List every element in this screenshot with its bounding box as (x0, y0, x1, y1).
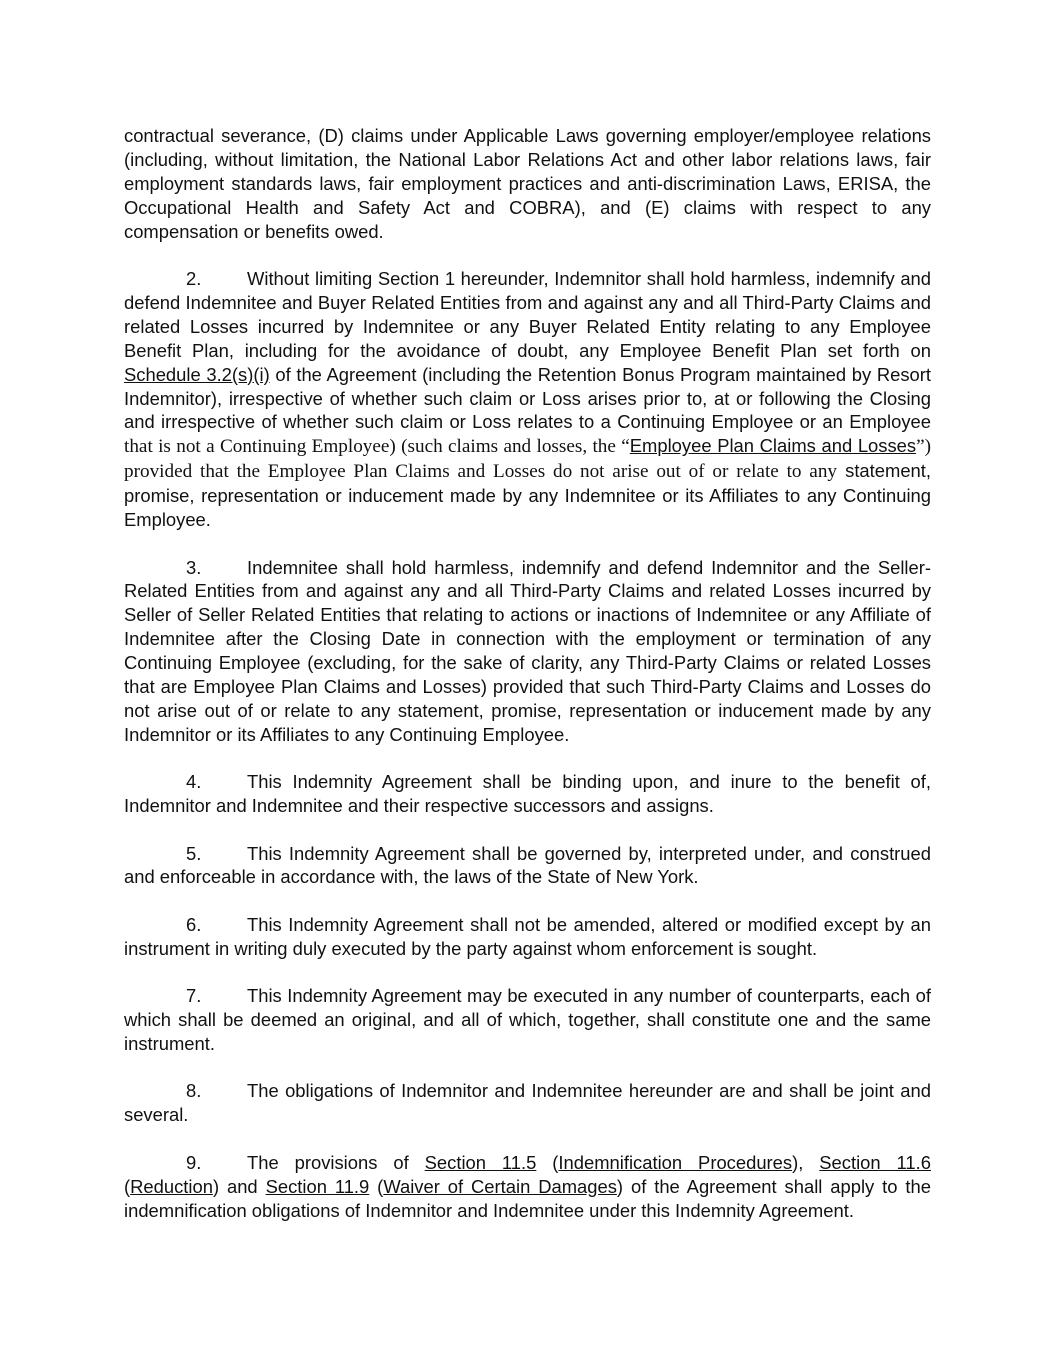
paragraph-text: ( (369, 1175, 384, 1197)
document-page (124, 124, 931, 1246)
paragraph-8 (124, 1079, 931, 1127)
paragraph-6 (124, 913, 931, 961)
schedule-reference: Schedule 3.2(s)(i) (124, 363, 270, 385)
paragraph-text: The obligations of Indemnitor and Indemnitee hereunder are and shall be joint and several. (124, 1080, 931, 1126)
paragraph-4 (124, 770, 931, 818)
paragraph-number: 2. (186, 268, 202, 290)
section-title: Indemnification Procedures (558, 1151, 793, 1173)
paragraph-9 (124, 1151, 931, 1223)
section-title: Waiver of Certain Damages (383, 1175, 617, 1197)
paragraph-number: 9. (186, 1151, 202, 1173)
paragraph-text: Without limiting Section 1 hereunder, Indemnitor shall hold harmless, indemnify and defend Indemnitee and Buyer Related Entities from and against any and all Third-Party Claims and related Losses incurred by Indemnitee or any Buyer Related Entity relating to any Employee Benefit Plan, including for the avoidance of doubt, any Employee Benefit Plan set forth on (124, 268, 931, 361)
paragraph-number: 7. (186, 985, 202, 1007)
paragraph-number: 5. (186, 842, 202, 864)
paragraph-text: statement, promise, representation or inducement made by any Indemnitee or its Affiliates to any Continuing Employee. (124, 460, 931, 531)
paragraph-text: ), (792, 1151, 820, 1173)
paragraph-2 (124, 267, 931, 532)
paragraph-text: Indemnitee shall hold harmless, indemnify and defend Indemnitor and the Seller-Related Entities from and against any and all Third-Party Claims and related Losses incurred by Seller of Seller Related Entities that relating to actions or inactions of Indemnitee or any Affiliate of Indemnitee after the Closing Date in connection with the employment or termination of any Continuing Employee (excluding, for the sake of clarity, any Third-Party Claims or related Losses that are Employee Plan Claims and Losses) provided that such Third-Party Claims and Losses do not arise out of or relate to any statement, promise, representation or inducement made by any Indemnitor or its Affiliates to any Continuing Employee. (124, 556, 931, 745)
paragraph-3 (124, 556, 931, 747)
paragraph-text: that is not a Continuing Employee) (such claims and losses, the “ (124, 436, 630, 458)
paragraph-text: ( (536, 1151, 559, 1173)
section-reference: Section 11.9 (265, 1175, 370, 1197)
paragraph-number: 8. (186, 1080, 202, 1102)
section-reference: Section 11.6 (819, 1151, 931, 1173)
paragraph-5 (124, 842, 931, 890)
paragraph-1-continuation (124, 124, 931, 244)
section-reference: Section 11.5 (424, 1151, 537, 1173)
paragraph-number: 6. (186, 913, 202, 935)
defined-term: Employee Plan Claims and Losses (629, 435, 917, 457)
paragraph-text: ) and (212, 1175, 266, 1197)
paragraph-text: This Indemnity Agreement shall be governed by, interpreted under, and construed and enforceable in accordance with, the laws of the State of New York. (124, 842, 931, 888)
paragraph-text: ( (124, 1175, 131, 1197)
paragraph-number: 4. (186, 771, 202, 793)
paragraph-7 (124, 984, 931, 1056)
paragraph-text: This Indemnity Agreement shall not be amended, altered or modified except by an instrument in writing duly executed by the party against whom enforcement is sought. (124, 913, 931, 959)
section-title: Reduction (130, 1175, 213, 1197)
paragraph-text: This Indemnity Agreement may be executed in any number of counterparts, each of which shall be deemed an original, and all of which, together, shall constitute one and the same instrument. (124, 985, 931, 1054)
paragraph-text: The provisions of (247, 1151, 425, 1173)
paragraph-number: 3. (186, 556, 202, 578)
paragraph-text: ) of the Agreement shall apply to the indemnification obligations of Indemnitor and Indemnitee under this Indemnity Agreement. (124, 1175, 931, 1221)
paragraph-text: This Indemnity Agreement shall be binding upon, and inure to the benefit of, Indemnitor and Indemnitee and their respective successors and assigns. (124, 771, 931, 817)
paragraph-text: of the Agreement (including the Retention Bonus Program maintained by Resort Indemnitor), irrespective of whether such claim or Loss arises prior to, at or following the Closing and irrespective of whether such claim or Loss relates to a Continuing Employee or an Employee (124, 363, 931, 433)
paragraph-text: contractual severance, (D) claims under Applicable Laws governing employer/employee relations (including, without limitation, the National Labor Relations Act and other labor relations laws, fair employment standards laws, fair employment practices and anti-discrimination Laws, ERISA, the Occupational Health and Safety Act and COBRA), and (E) claims with respect to any compensation or benefits owed. (124, 125, 931, 242)
paragraph-text: ”) provided that the Employee Plan Claims and Losses do not arise out of or relate to any (124, 436, 931, 483)
